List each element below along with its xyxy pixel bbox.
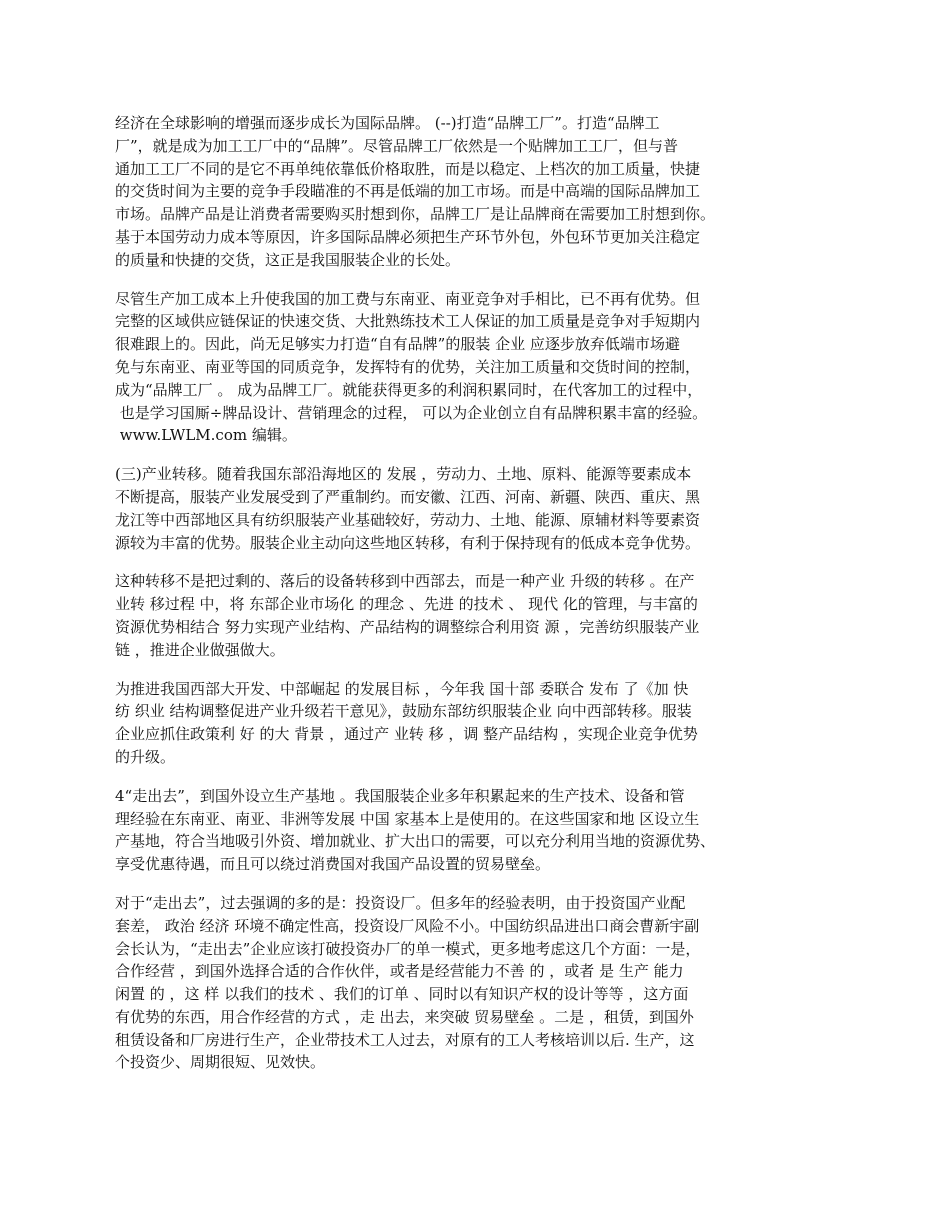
text-line: 套差， 政治 经济 环境不确定性高，投资设厂风险不小。中国纺织品进出口商会曹新宇副 xyxy=(115,916,700,935)
paragraph-6 xyxy=(115,785,853,876)
text-line: 免与东南亚、南亚等国的同质竞争，发挥特有的优势，关注加工质量和交货时间的控制， xyxy=(115,357,701,376)
text-line: 很难跟上的。因此，尚无足够实力打造“自有品牌”的服装 企业 应逐步放弃低端市场避 xyxy=(115,335,680,354)
paragraph-2 xyxy=(115,288,853,448)
text-line: 为推进我国西部大开发、中部崛起 的发展目标 ，今年我 国十部 委联合 发布 了《加 快 xyxy=(115,679,689,698)
paragraph-1 xyxy=(115,112,853,272)
text-line: 尽管生产加工成本上升使我国的加工费与东南亚、南亚竞争对手相比，已不再有优势。但 xyxy=(115,289,701,308)
text-line: 享受优惠待遇，而且可以绕过消费国对我国产品设置的贸易壁垒。 xyxy=(115,855,551,874)
text-line: 个投资少、周期很短、见效快。 xyxy=(115,1053,326,1072)
text-line: 的升级。 xyxy=(115,747,176,766)
text-line: 市场。品牌产品是让消费者需要购买肘想到你，品牌工厂是让品牌商在需要加工肘想到你。 xyxy=(115,205,716,224)
text-line: 龙江等中西部地区具有纺织服装产业基础较好，劳动力、土地、能源、原辅材料等要素资 xyxy=(115,510,701,529)
text-line: 这种转移不是把过剩的、落后的设备转移到中西部去，而是一种产业 升级的转移 。在产 xyxy=(115,572,695,591)
document-page xyxy=(115,112,853,1090)
text-line: 有优势的东西，用合作经营的方式 ，走 出去，来突破 贸易壁垒 。二是 ，租赁，到国外 xyxy=(115,1007,694,1026)
text-line: 不断提高，服装产业发展受到了严重制约。而安徽、江西、河南、新疆、陕西、重庆、黑 xyxy=(115,487,701,506)
text-line: 资源优势相结合 努力实现产业结构、产品结构的调整综合利用资 源 ，完善纺织服装产业 xyxy=(115,617,700,636)
paragraph-3 xyxy=(115,463,853,554)
text-line: 也是学习国厮÷牌品设计、营销理念的过程， 可以为企业创立自有品牌积累丰富的经验。 xyxy=(115,403,708,422)
text-line: 经济在全球影响的增强而逐步成长为国际品牌。 (--)打造“品牌工厂”。打造“品牌工 xyxy=(115,114,660,132)
text-line: 基于本国劳动力成本等原因，许多国际品牌必须把生产环节外包，外包环节更加关注稳定 xyxy=(115,227,701,246)
text-line: 的交货时间为主要的竞争手段瞄准的不再是低端的加工市场。而是中高端的国际品牌加工 xyxy=(115,182,701,201)
text-line: 源较为丰富的优势。服装企业主动向这些地区转移，有利于保持现有的低成本竞争优势。 xyxy=(115,533,701,552)
text-line: 闲置 的 ，这 样 以我们的技术 、我们的订单 、同时以有知识产权的设计等等 ，这方面 xyxy=(115,985,689,1004)
text-line: 会长认为，“走出去”企业应该打破投资办厂的单一模式，更多地考虑这几个方面：一是， xyxy=(115,939,701,958)
text-line: 租赁设备和厂房进行生产，企业带技术工人过去，对原有的工人考核培训以后. 生产，这 xyxy=(115,1030,695,1049)
text-line: (三)产业转移。随着我国东部沿海地区的 发展 ，劳动力、土地、原料、能源等要素成本 xyxy=(115,465,692,484)
paragraph-5 xyxy=(115,678,853,769)
paragraph-7 xyxy=(115,892,853,1074)
text-line: 对于“走出去”，过去强调的多的是：投资设厂。但多年的经验表明，由于投资国产业配 xyxy=(115,893,686,912)
text-line: 理经验在东南亚、南亚、非洲等发展 中国 家基本上是使用的。在这些国家和地 区设立生 xyxy=(115,809,700,828)
text-line: 成为“品牌工厂 。 成为品牌工厂。就能获得更多的利润积累同时，在代客加工的过程中， xyxy=(115,380,703,399)
text-line: 厂”，就是成为加工工厂中的“品牌”。尽管品牌工厂依然是一个贴牌加工工厂，但与普 xyxy=(115,136,679,155)
text-line: 合作经营 ，到国外选择合适的合作伙伴，或者是经营能力不善 的 ，或者 是 生产 能力 xyxy=(115,962,684,981)
text-line: 链 ，推进企业做强做大。 xyxy=(115,640,285,659)
paragraph-4 xyxy=(115,570,853,661)
text-line: 业转 移过程 中，将 东部企业市场化 的理念 、先进 的技术 、 现代 化的管理，与丰富的 xyxy=(115,595,698,614)
text-line: www.LWLM.com 编辑。 xyxy=(115,426,297,445)
text-line: 通加工工厂不同的是它不再单纯依靠低价格取胜，而是以稳定、上档次的加工质量，快捷 xyxy=(115,159,701,178)
text-line: 4“走出去”，到国外设立生产基地 。我国服装企业多年积累起来的生产技术、设备和管 xyxy=(115,786,685,805)
text-line: 企业应抓住政策利 好 的大 背景 ，通过产 业转 移 ，调 整产品结构 ，实现企业竞争优势 xyxy=(115,725,698,744)
text-line: 的质量和快捷的交货，这正是我国服装企业的长处。 xyxy=(115,250,461,269)
text-line: 产基地，符合当地吸引外资、增加就业、扩大出口的需要，可以充分利用当地的资源优势、 xyxy=(115,832,716,851)
text-line: 纺 织业 结构调整促进产业升级若干意见》，鼓励东部纺织服装企业 向中西部转移。服装 xyxy=(115,702,692,721)
text-line: 完整的区域供应链保证的快速交货、大批熟练技术工人保证的加工质量是竞争对手短期内 xyxy=(115,312,701,331)
